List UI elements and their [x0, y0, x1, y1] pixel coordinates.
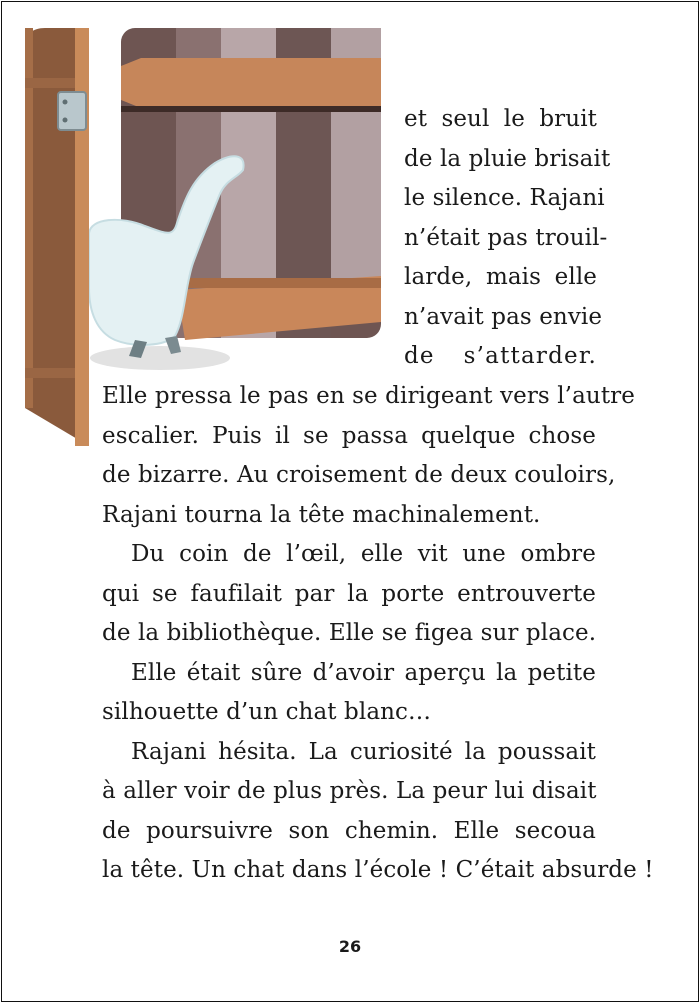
paragraph [102, 733, 654, 891]
door-illustration [25, 28, 89, 446]
text-line: qui se faufilait par la porte entrouverte [102, 580, 596, 607]
text-line: escalier. Puis il se passa quelque chose [102, 422, 596, 449]
text-line: n’était pas trouil- [404, 224, 608, 251]
text-line: Rajani hésita. La curiosité la poussait [131, 738, 596, 765]
text-line: et seul le bruit [404, 106, 597, 132]
text-line: de s’attarder. [404, 343, 597, 369]
text-line: Elle pressa le pas en se dirigeant vers l’autre [102, 383, 635, 409]
text-line: de bizarre. Au croisement de deux couloirs, [102, 462, 616, 488]
text-line: Rajani tourna la tête machinalement. [102, 501, 541, 528]
book-page [1, 1, 699, 1002]
text-line: Du coin de l’œil, elle vit une ombre [131, 541, 596, 567]
text-line: de la bibliothèque. Elle se figea sur place. [102, 620, 597, 646]
text-line: le silence. Rajani [404, 185, 605, 211]
text-line: de poursuivre son chemin. Elle secoua [102, 817, 596, 844]
paragraph [102, 654, 596, 733]
page-number: 26 [338, 937, 362, 956]
text-line: larde, mais elle [404, 264, 597, 290]
text-line: silhouette d’un chat blanc… [102, 699, 432, 725]
text-line: de la pluie brisait [404, 145, 611, 172]
text-line: n’avait pas envie [404, 303, 603, 330]
text-line: Elle était sûre d’avoir aperçu la petite [131, 659, 596, 686]
text-column-wide [102, 377, 654, 891]
text-column-narrow [404, 100, 611, 377]
text-line: la tête. Un chat dans l’école ! C’était absurde ! [102, 857, 654, 883]
paragraph [102, 377, 635, 535]
text-line: à aller voir de plus près. La peur lui disait [102, 778, 597, 804]
paragraph [102, 535, 596, 654]
